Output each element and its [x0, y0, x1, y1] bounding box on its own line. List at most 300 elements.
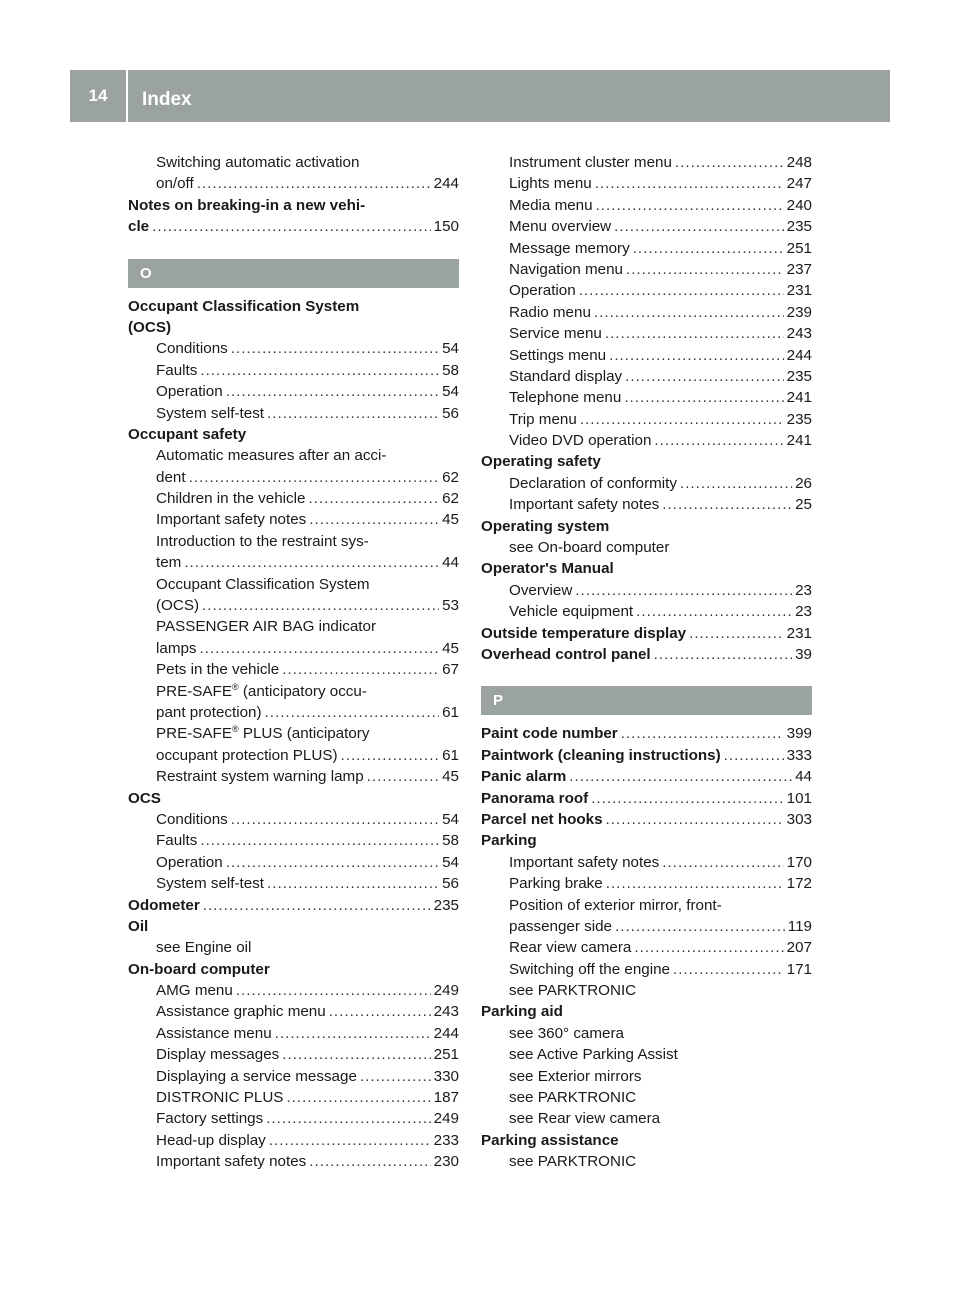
index-subentry: [481, 430, 812, 451]
page-reference: 231: [786, 282, 812, 300]
entry-text: [128, 895, 200, 916]
page-reference: 333: [786, 746, 812, 764]
entry-label: Assistance graphic menu: [156, 1003, 326, 1021]
entry-label: Odometer: [128, 896, 200, 914]
entry-text: [156, 574, 370, 595]
entry-text: [156, 1001, 326, 1022]
index-entry: [128, 216, 459, 237]
entry-label: Important safety notes: [156, 511, 307, 529]
page-reference: 243: [786, 325, 812, 343]
index-subentry: [128, 1023, 459, 1044]
entry-label: Operation: [509, 282, 576, 300]
entry-text: [156, 1087, 283, 1108]
index-subentry: [481, 152, 812, 173]
entry-text: [509, 387, 621, 408]
entry-text: [156, 723, 369, 744]
entry-label: Vehicle equipment: [509, 603, 634, 621]
dot-leader: [636, 601, 792, 622]
entry-text: [156, 830, 197, 851]
index-subentry: [481, 601, 812, 622]
dot-leader: [275, 1023, 431, 1044]
dot-leader: [200, 360, 439, 381]
page-header: [70, 70, 890, 122]
dot-leader: [621, 723, 784, 744]
dot-leader: [265, 702, 440, 723]
index-entry: [481, 516, 812, 537]
index-subentry: [128, 852, 459, 873]
index-subentry: [481, 1108, 812, 1129]
dot-leader: [152, 216, 431, 237]
dot-leader: [200, 830, 439, 851]
entry-label: OCS: [128, 789, 161, 807]
index-subentry: [128, 360, 459, 381]
index-entry: [128, 788, 459, 809]
entry-label: Paint code number: [481, 725, 618, 743]
index-subentry: [128, 403, 459, 424]
dot-leader: [634, 937, 783, 958]
entry-text: [509, 366, 622, 387]
dot-leader: [606, 873, 784, 894]
entry-text: [156, 1066, 357, 1087]
index-subentry: [128, 1151, 459, 1172]
page-reference: 45: [442, 511, 459, 529]
entry-text: [509, 1066, 642, 1087]
entry-text: [509, 1023, 624, 1044]
section-spacer: [128, 288, 459, 296]
page-reference: 54: [442, 340, 459, 358]
index-subentry: [128, 1044, 459, 1065]
page-reference: 150: [433, 218, 459, 236]
index-subentry: [481, 387, 812, 408]
entry-label: see PARKTRONIC: [509, 982, 637, 1000]
entry-text: [509, 537, 669, 558]
dot-leader: [595, 173, 784, 194]
entry-label: (OCS): [128, 318, 172, 336]
page-reference: 45: [442, 639, 459, 657]
entry-text: [156, 980, 233, 1001]
dot-leader: [605, 323, 784, 344]
dot-leader: [236, 980, 431, 1001]
dot-leader: [360, 1066, 431, 1087]
index-subentry: [481, 409, 812, 430]
index-entry: [481, 830, 812, 851]
entry-text: [156, 659, 279, 680]
dot-leader: [662, 494, 792, 515]
entry-text: [481, 745, 721, 766]
index-entry: [128, 959, 459, 980]
entry-text: [128, 195, 365, 216]
dot-leader: [662, 852, 783, 873]
entry-text: [481, 516, 609, 537]
page-reference: 244: [786, 346, 812, 364]
entry-label: Occupant safety: [128, 425, 247, 443]
entry-text: [509, 959, 670, 980]
entry-text: [509, 980, 636, 1001]
dot-leader: [633, 238, 784, 259]
page-reference: 39: [795, 645, 812, 663]
index-subentry: [481, 366, 812, 387]
entry-label: see PARKTRONIC: [509, 1153, 637, 1171]
entry-label: Lights menu: [509, 175, 592, 193]
page-reference: 119: [787, 917, 812, 935]
entry-label: Panorama roof: [481, 789, 589, 807]
page-reference: 235: [786, 367, 812, 385]
entry-label: see Active Parking Assist: [509, 1046, 678, 1064]
index-subentry: [481, 195, 812, 216]
page-reference: 249: [433, 982, 459, 1000]
page-reference: 23: [795, 603, 812, 621]
dot-leader: [591, 788, 783, 809]
entry-label: DISTRONIC PLUS: [156, 1089, 284, 1107]
entry-text: [481, 644, 651, 665]
entry-text: [156, 595, 199, 616]
entry-text: [156, 873, 264, 894]
registered-mark: ®: [231, 724, 239, 735]
header-divider: [126, 70, 128, 122]
index-entry: [481, 623, 812, 644]
page-title: Index: [142, 89, 192, 110]
entry-label: see Exterior mirrors: [509, 1067, 642, 1085]
entry-label: System self-test: [156, 404, 265, 422]
dot-leader: [675, 152, 784, 173]
index-subentry: [128, 509, 459, 530]
page-reference: 303: [786, 810, 812, 828]
dot-leader: [267, 873, 439, 894]
entry-text: [509, 302, 591, 323]
index-subentry: [128, 980, 459, 1001]
dot-leader: [266, 1108, 430, 1129]
page-reference: 61: [442, 746, 459, 764]
dot-leader: [579, 280, 784, 301]
entry-text: [156, 616, 376, 637]
index-column-left: [128, 152, 459, 1173]
dot-leader: [575, 580, 792, 601]
page-reference: 187: [433, 1089, 459, 1107]
page-reference: 235: [786, 218, 812, 236]
entry-label-continuation: (anticipatory occu-: [238, 682, 367, 700]
dot-leader: [609, 345, 784, 366]
entry-label: Occupant Classification System: [156, 575, 370, 593]
entry-label: Menu overview: [509, 218, 612, 236]
index-entry: [128, 916, 459, 937]
index-subentry: [481, 259, 812, 280]
page-reference: 240: [786, 196, 812, 214]
section-spacer: [128, 238, 459, 259]
entry-label: On-board computer: [128, 960, 270, 978]
entry-text: [481, 1130, 619, 1151]
entry-text: [128, 296, 359, 317]
dot-leader: [615, 916, 785, 937]
index-entry: [481, 1130, 812, 1151]
entry-text: [481, 723, 618, 744]
dot-leader: [673, 959, 784, 980]
page-reference: 230: [433, 1153, 459, 1171]
page-reference: 62: [442, 468, 459, 486]
entry-label: Navigation menu: [509, 260, 623, 278]
entry-text: [509, 1108, 660, 1129]
entry-text: [156, 381, 223, 402]
dot-leader: [689, 623, 784, 644]
entry-text: [156, 745, 338, 766]
entry-text: [156, 1044, 279, 1065]
entry-label: Occupant Classification System: [128, 297, 360, 315]
index-entry: [128, 317, 459, 338]
entry-label: tem: [156, 554, 182, 572]
index-subentry: [481, 873, 812, 894]
dot-leader: [184, 552, 439, 573]
entry-label: Display messages: [156, 1046, 280, 1064]
entry-text: [509, 916, 612, 937]
dot-leader: [606, 809, 784, 830]
page-reference: 45: [442, 768, 459, 786]
index-entry: [128, 895, 459, 916]
entry-label: Parking: [481, 832, 537, 850]
page-reference: 251: [433, 1046, 459, 1064]
page-reference: 233: [433, 1131, 459, 1149]
dot-leader: [724, 745, 784, 766]
page-reference: 54: [442, 810, 459, 828]
page-reference: 170: [786, 853, 812, 871]
entry-text: [156, 1130, 266, 1151]
entry-label: lamps: [156, 639, 197, 657]
entry-text: [128, 317, 171, 338]
index-subentry: [481, 280, 812, 301]
entry-text: [509, 937, 631, 958]
index-entry: [128, 296, 459, 317]
entry-label: on/off: [156, 175, 194, 193]
entry-text: [509, 852, 659, 873]
dot-leader: [309, 509, 439, 530]
index-subentry: [481, 345, 812, 366]
entry-label: Overhead control panel: [481, 645, 651, 663]
entry-text: [156, 173, 194, 194]
entry-label: Instrument cluster menu: [509, 154, 672, 171]
entry-label: see Rear view camera: [509, 1110, 661, 1128]
index-subentry: [481, 494, 812, 515]
entry-label: Factory settings: [156, 1110, 264, 1128]
page-reference: 399: [786, 725, 812, 743]
dot-leader: [308, 488, 439, 509]
entry-label: Notes on breaking-in a new vehi-: [128, 196, 366, 214]
index-subentry: [481, 302, 812, 323]
dot-leader: [596, 195, 784, 216]
page-reference: 56: [442, 404, 459, 422]
entry-label: Position of exterior mirror, front-: [509, 896, 722, 914]
page-reference: 249: [433, 1110, 459, 1128]
entry-text: [509, 238, 630, 259]
entry-label: Video DVD operation: [509, 432, 652, 450]
index-subentry: [128, 467, 459, 488]
index-subentry: [128, 766, 459, 787]
entry-label: Operation: [156, 383, 223, 401]
entry-label: Message memory: [509, 239, 630, 257]
entry-text: [481, 830, 537, 851]
section-spacer: [481, 665, 812, 686]
dot-leader: [329, 1001, 431, 1022]
page-reference: 244: [433, 175, 459, 193]
index-subentry: [128, 638, 459, 659]
entry-text: [509, 409, 577, 430]
entry-label: Important safety notes: [509, 496, 660, 514]
entry-text: [509, 494, 659, 515]
entry-label: Outside temperature display: [481, 624, 687, 642]
entry-label: see 360° camera: [509, 1024, 624, 1042]
index-subentry: [128, 830, 459, 851]
dot-leader: [267, 403, 439, 424]
index-subentry: [481, 1087, 812, 1108]
dot-leader: [654, 644, 792, 665]
entry-label: PASSENGER AIR BAG indicator: [156, 618, 377, 636]
entry-label: Introduction to the restraint sys-: [156, 532, 369, 550]
index-subentry: [128, 152, 459, 173]
index-subentry: [481, 916, 812, 937]
entry-text: [156, 681, 367, 702]
page-reference: 23: [795, 581, 812, 599]
index-subentry: [128, 381, 459, 402]
entry-text: [156, 152, 359, 173]
dot-leader: [203, 895, 431, 916]
entry-label: occupant protection PLUS): [156, 746, 338, 764]
dot-leader: [614, 216, 784, 237]
index-subentry: [481, 238, 812, 259]
page-reference: 62: [442, 490, 459, 508]
dot-leader: [269, 1130, 431, 1151]
entry-text: [156, 937, 251, 958]
entry-label: Paintwork (cleaning instructions): [481, 746, 721, 764]
entry-label: see On-board computer: [509, 539, 670, 557]
dot-leader: [580, 409, 784, 430]
index-subentry: [128, 1001, 459, 1022]
entry-text: [509, 1044, 678, 1065]
page-reference: 101: [786, 789, 812, 807]
entry-text: [509, 195, 593, 216]
entry-text: [481, 809, 603, 830]
page-reference: 171: [786, 960, 812, 978]
dot-leader: [286, 1087, 430, 1108]
dot-leader: [624, 387, 783, 408]
dot-leader: [200, 638, 440, 659]
page-reference: 251: [786, 239, 812, 257]
index-entry: [128, 195, 459, 216]
dot-leader: [282, 1044, 430, 1065]
dot-leader: [226, 852, 439, 873]
dot-leader: [282, 659, 439, 680]
entry-text: [156, 1108, 263, 1129]
entry-text: [156, 638, 197, 659]
entry-text: [156, 852, 223, 873]
dot-leader: [626, 259, 784, 280]
entry-label: Operator's Manual: [481, 560, 614, 578]
entry-text: [509, 1087, 636, 1108]
entry-text: [509, 895, 722, 916]
entry-text: [128, 216, 149, 237]
entry-label: dent: [156, 468, 186, 486]
index-subentry: [481, 537, 812, 558]
dot-leader: [569, 766, 792, 787]
entry-text: [481, 623, 686, 644]
dot-leader: [654, 430, 783, 451]
page-reference: 56: [442, 875, 459, 893]
entry-label: Switching automatic activation: [156, 154, 360, 171]
index-subentry: [128, 1087, 459, 1108]
entry-text: [156, 809, 228, 830]
page-reference: 330: [433, 1067, 459, 1085]
entry-label: Automatic measures after an acci-: [156, 447, 387, 465]
index-subentry: [128, 1066, 459, 1087]
entry-label: Standard display: [509, 367, 623, 385]
dot-leader: [231, 809, 439, 830]
entry-label: see Engine oil: [156, 939, 252, 957]
index-subentry: [128, 809, 459, 830]
index-subentry: [481, 216, 812, 237]
entry-text: [509, 280, 576, 301]
entry-label: Faults: [156, 361, 198, 379]
entry-label: Parking aid: [481, 1003, 563, 1021]
index-subentry: [128, 445, 459, 466]
section-letter-bar: O: [128, 259, 459, 288]
entry-text: [128, 916, 148, 937]
entry-label: Oil: [128, 917, 149, 935]
page-reference: 241: [786, 432, 812, 450]
entry-label: Declaration of conformity: [509, 474, 677, 492]
index-entry: [128, 424, 459, 445]
entry-label: Panic alarm: [481, 768, 567, 786]
entry-label-continuation: PLUS (anticipatory: [238, 725, 370, 743]
entry-text: [128, 424, 246, 445]
entry-text: [509, 345, 606, 366]
index-entry: [481, 451, 812, 472]
index-subentry: [128, 1130, 459, 1151]
entry-label: Radio menu: [509, 303, 591, 321]
entry-label: AMG menu: [156, 982, 233, 1000]
page-reference: 207: [786, 939, 812, 957]
index-column-right: [481, 152, 812, 1173]
entry-label: Operation: [156, 853, 223, 871]
index-subentry: [128, 659, 459, 680]
index-subentry: [128, 338, 459, 359]
entry-text: [156, 338, 228, 359]
dot-leader: [309, 1151, 430, 1172]
dot-leader: [594, 302, 784, 323]
page-reference: 239: [786, 303, 812, 321]
entry-text: [128, 959, 270, 980]
page-reference: 235: [786, 410, 812, 428]
index-entry: [481, 558, 812, 579]
page-reference: 44: [795, 768, 812, 786]
entry-text: [156, 1151, 306, 1172]
entry-text: [156, 467, 186, 488]
index-subentry: [128, 488, 459, 509]
entry-label: PRE-SAFE: [156, 682, 232, 700]
index-subentry: [128, 723, 459, 744]
index-subentry: [481, 473, 812, 494]
section-spacer: [481, 715, 812, 723]
dot-leader: [625, 366, 784, 387]
entry-text: [509, 473, 677, 494]
index-subentry: [481, 937, 812, 958]
entry-text: [481, 766, 566, 787]
index-subentry: [481, 1066, 812, 1087]
entry-label: Settings menu: [509, 346, 607, 364]
entry-text: [509, 873, 603, 894]
entry-label: Faults: [156, 832, 198, 850]
entry-label: Restraint system warning lamp: [156, 768, 364, 786]
entry-label: Important safety notes: [509, 853, 660, 871]
entry-label: Children in the vehicle: [156, 490, 306, 508]
dot-leader: [367, 766, 439, 787]
index-subentry: [128, 1108, 459, 1129]
section-letter-bar: P: [481, 686, 812, 715]
